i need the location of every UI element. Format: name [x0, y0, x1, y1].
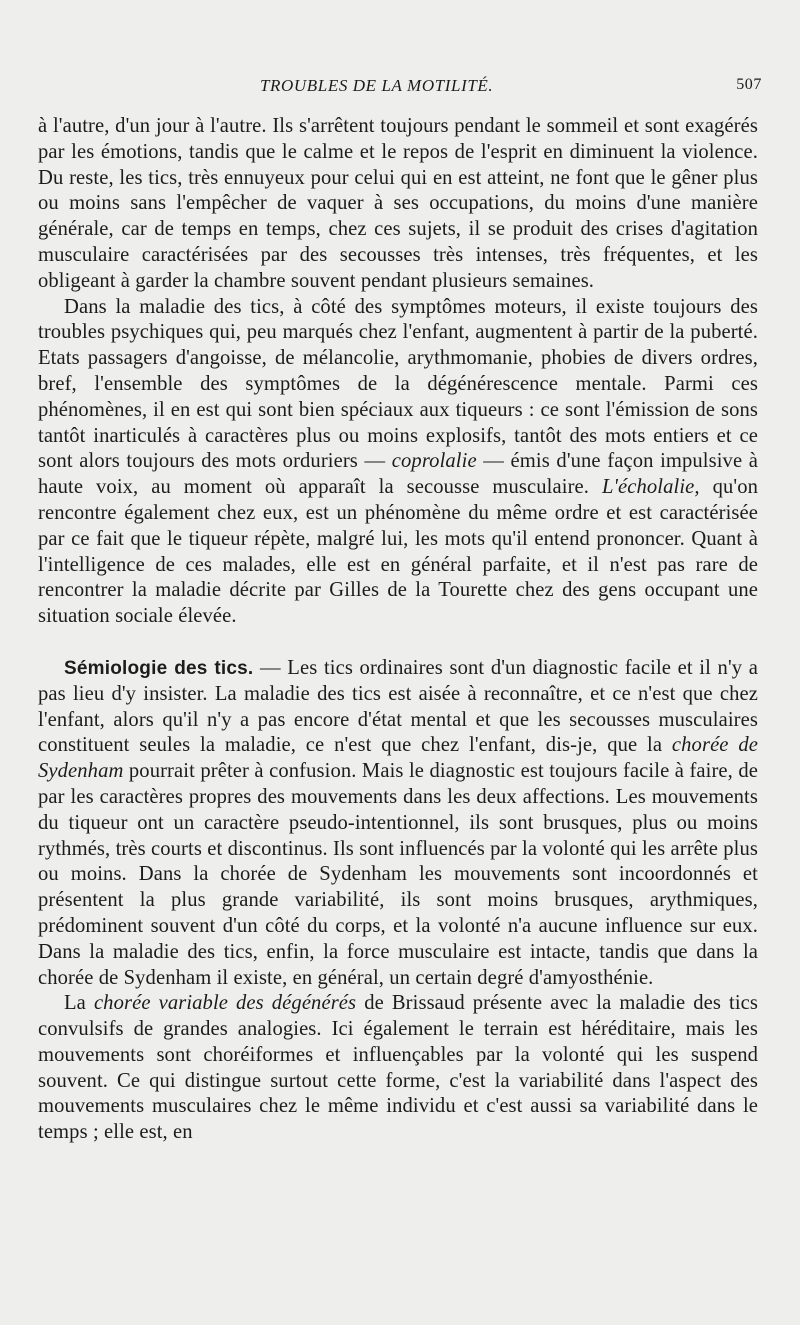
paragraph-4-text-a: de Brissaud présente avec la maladie des tics convulsifs de grandes analogies. Ici également le terrain est héréditaire, mais les mouvements sont choréiformes et influençables par la volonté qui les suspend souvent. Ce qui distingue surtout cette forme, c'est la variabilité dans l'aspect des mouvements musculaires chez le même individu et c'est aussi sa variabilité dans le temps ; elle est, en: [38, 992, 759, 1144]
paragraph-3-text-b: pourrait prêter à confusion. Mais le diagnostic est toujours facile à faire, de par les caractères propres des mouvements dans les deux affections. Les mouvements du tiqueur ont un caractère pseudo-intentionnel, ils sont brusques, plus ou moins rythmés, très courts et discontinus. Ils sont influencés par la volonté qui les arrête plus ou moins. Dans la chorée de Sydenham les mouvements sont incoordonnés et présentent la plus grande variabilité, ils sont moins brusques, arythmiques, prédominent souvent d'un côté du corps, et la volonté n'a aucune influence sur eux. Dans la maladie des tics, enfin, la force musculaire est intacte, tandis que dans la chorée de Sydenham il existe, en général, un certain degré d'amyosthénie.: [38, 760, 759, 989]
page-body: [38, 114, 758, 1146]
paragraph-1: [38, 114, 758, 295]
term-coprolalie: coprolalie: [391, 450, 477, 473]
paragraph-3: [38, 656, 758, 991]
term-choree-sydenham: chorée de Sydenham: [38, 734, 758, 783]
section-heading-semiologie: Sémiologie des tics.: [64, 657, 254, 679]
paragraph-4: [38, 991, 758, 1146]
paragraph-4-lead: La: [64, 992, 86, 1015]
term-choree-variable: chorée variable des dégénérés: [93, 992, 357, 1015]
page-number: 507: [736, 76, 762, 93]
paragraph-2-text-a: Dans la maladie des tics, à côté des symptômes moteurs, il existe toujours des troubles psychiques qui, peu marqués chez l'enfant, augmentent à partir de la puberté. Etats passagers d'angoisse, de mélancolie, arythmomanie, phobies de divers ordres, bref, l'ensemble des symptômes de la dégénérescence mentale. Parmi ces phénomènes, il en est qui sont bien spéciaux aux tiqueurs : ce sont l'émission de sons tantôt inarticulés à caractères plus ou moins explosifs, tantôt des mots entiers et ce sont alors toujours des mots orduriers —: [38, 295, 758, 473]
running-header: [60, 76, 762, 100]
paragraph-2-text-c: qu'on rencontre également chez eux, est un phénomène du même ordre et est caractérisée par ce fait que le tiqueur répète, malgré lui, les mots qu'il entend prononcer. Quant à l'intelligence de ces malades, elle est en général parfaite, et il n'est pas rare de rencontrer la maladie décrite par Gilles de la Tourette chez des gens occupant une situation sociale élevée.: [38, 476, 758, 628]
running-title: TROUBLES DE LA MOTILITÉ.: [260, 76, 494, 95]
paragraph-2: [38, 295, 758, 630]
paragraph-1-text: à l'autre, d'un jour à l'autre. Ils s'arrêtent toujours pendant le sommeil et sont exagérés par les émotions, tandis que le calme et le repos de l'esprit en diminuent la violence. Du reste, les tics, très ennuyeux pour celui qui en est atteint, ne font que le gêner plus ou moins sans l'empêcher de vaquer à ses occupations, du moins d'une manière générale, car de temps en temps, chez ces sujets, il se produit des crises d'agitation musculaire caractérisées par des secousses très intenses, très fréquentes, et les obligeant à garder la chambre souvent pendant plusieurs semaines.: [38, 115, 758, 292]
term-echolalie: L'écholalie,: [601, 476, 700, 499]
paragraph-3-text-a: — Les tics ordinaires sont d'un diagnostic facile et il n'y a pas lieu d'y insister. La maladie des tics est aisée à reconnaître, et ce n'est que chez l'enfant, alors qu'il n'y a pas encore d'état mental et que les secousses musculaires constituent seules la maladie, ce n'est que chez l'enfant, dis-je, que la: [38, 656, 758, 757]
paragraph-2-text-b: — émis d'une façon impulsive à haute voix, au moment où apparaît la secousse musculaire.: [38, 450, 759, 499]
section-gap: [38, 630, 758, 656]
